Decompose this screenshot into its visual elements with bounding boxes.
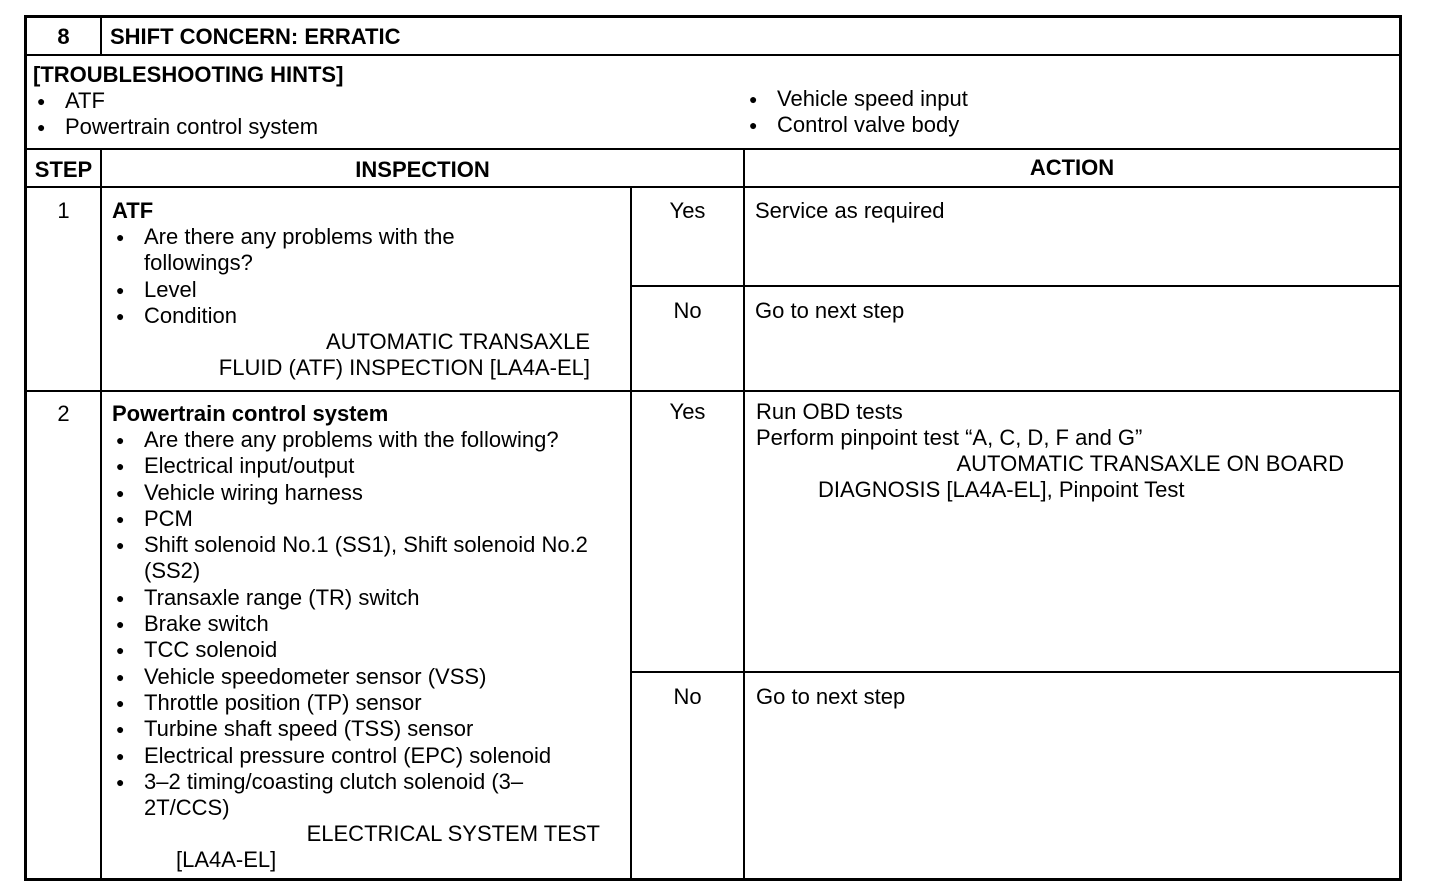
reference-line: AUTOMATIC TRANSAXLE bbox=[325, 329, 590, 355]
inspection-list bbox=[112, 427, 626, 821]
troubleshooting-table bbox=[24, 15, 1402, 881]
column-header-inspection: INSPECTION bbox=[355, 157, 490, 182]
step-2-yes-action bbox=[756, 399, 1356, 503]
inspection-item: ● Transaxle range (TR) switch bbox=[112, 585, 626, 611]
column-header-action: ACTION bbox=[1029, 155, 1115, 180]
answer-yes: Yes bbox=[669, 399, 706, 424]
inspection-item: ● Vehicle wiring harness bbox=[112, 480, 626, 506]
hint-item: ● Control valve body bbox=[745, 112, 968, 138]
inspection-item: ● Level bbox=[112, 277, 624, 303]
hint-item: ● ATF bbox=[33, 88, 318, 114]
inspection-item: ● Electrical input/output bbox=[112, 453, 626, 479]
action-text: Run OBD tests bbox=[756, 399, 903, 424]
action-text: Perform pinpoint test “A, C, D, F and G” bbox=[756, 425, 1143, 450]
inspection-item: ● Are there any problems with the followings? bbox=[112, 224, 504, 277]
manual-reference bbox=[112, 821, 600, 873]
step-1-inspection bbox=[112, 198, 624, 381]
action-text: Go to next step bbox=[756, 684, 906, 709]
inspection-item: ● TCC solenoid bbox=[112, 637, 626, 663]
inspection-item: ● Condition bbox=[112, 303, 624, 329]
hint-item: ● Powertrain control system bbox=[33, 114, 318, 140]
column-header-step: STEP bbox=[34, 157, 93, 182]
inspection-item: ● Electrical pressure control (EPC) solenoid bbox=[112, 743, 626, 769]
inspection-item: ● 3–2 timing/coasting clutch solenoid (3–2T/CCS) bbox=[112, 769, 544, 822]
answer-no: No bbox=[673, 684, 702, 709]
reference-line: [LA4A-EL] bbox=[176, 847, 277, 873]
action-text: Go to next step bbox=[755, 298, 905, 323]
answer-no: No bbox=[673, 298, 702, 323]
hints-heading: [TROUBLESHOOTING HINTS] bbox=[33, 62, 344, 87]
hints-right-list bbox=[745, 86, 968, 139]
concern-title: SHIFT CONCERN: ERRATIC bbox=[110, 24, 401, 49]
reference-line: ELECTRICAL SYSTEM TEST bbox=[306, 821, 600, 847]
inspection-item: ● PCM bbox=[112, 506, 626, 532]
manual-reference bbox=[112, 329, 590, 381]
inspection-item: ● Vehicle speedometer sensor (VSS) bbox=[112, 664, 626, 690]
step-title: Powertrain control system bbox=[112, 401, 389, 426]
inspection-item: ● Turbine shaft speed (TSS) sensor bbox=[112, 716, 626, 742]
reference-line: FLUID (ATF) INSPECTION [LA4A-EL] bbox=[218, 355, 590, 381]
step-number: 2 bbox=[57, 401, 70, 426]
inspection-item: ● Are there any problems with the following? bbox=[112, 427, 626, 453]
inspection-item: ● Shift solenoid No.1 (SS1), Shift solenoid No.2 (SS2) bbox=[112, 532, 594, 585]
step-number: 1 bbox=[57, 198, 70, 223]
hints-left-list bbox=[33, 88, 318, 141]
inspection-item: ● Brake switch bbox=[112, 611, 626, 637]
manual-reference: DIAGNOSIS [LA4A-EL], Pinpoint Test bbox=[818, 477, 1185, 502]
inspection-item: ● Throttle position (TP) sensor bbox=[112, 690, 626, 716]
troubleshooting-hints bbox=[33, 62, 1393, 140]
step-2-inspection bbox=[112, 401, 626, 873]
inspection-list bbox=[112, 224, 624, 329]
hint-item: ● Vehicle speed input bbox=[745, 86, 968, 112]
step-title: ATF bbox=[112, 198, 154, 223]
action-text: Service as required bbox=[755, 198, 945, 223]
manual-reference: AUTOMATIC TRANSAXLE ON BOARD bbox=[956, 451, 1344, 476]
answer-yes: Yes bbox=[669, 198, 706, 223]
concern-number: 8 bbox=[57, 24, 70, 49]
